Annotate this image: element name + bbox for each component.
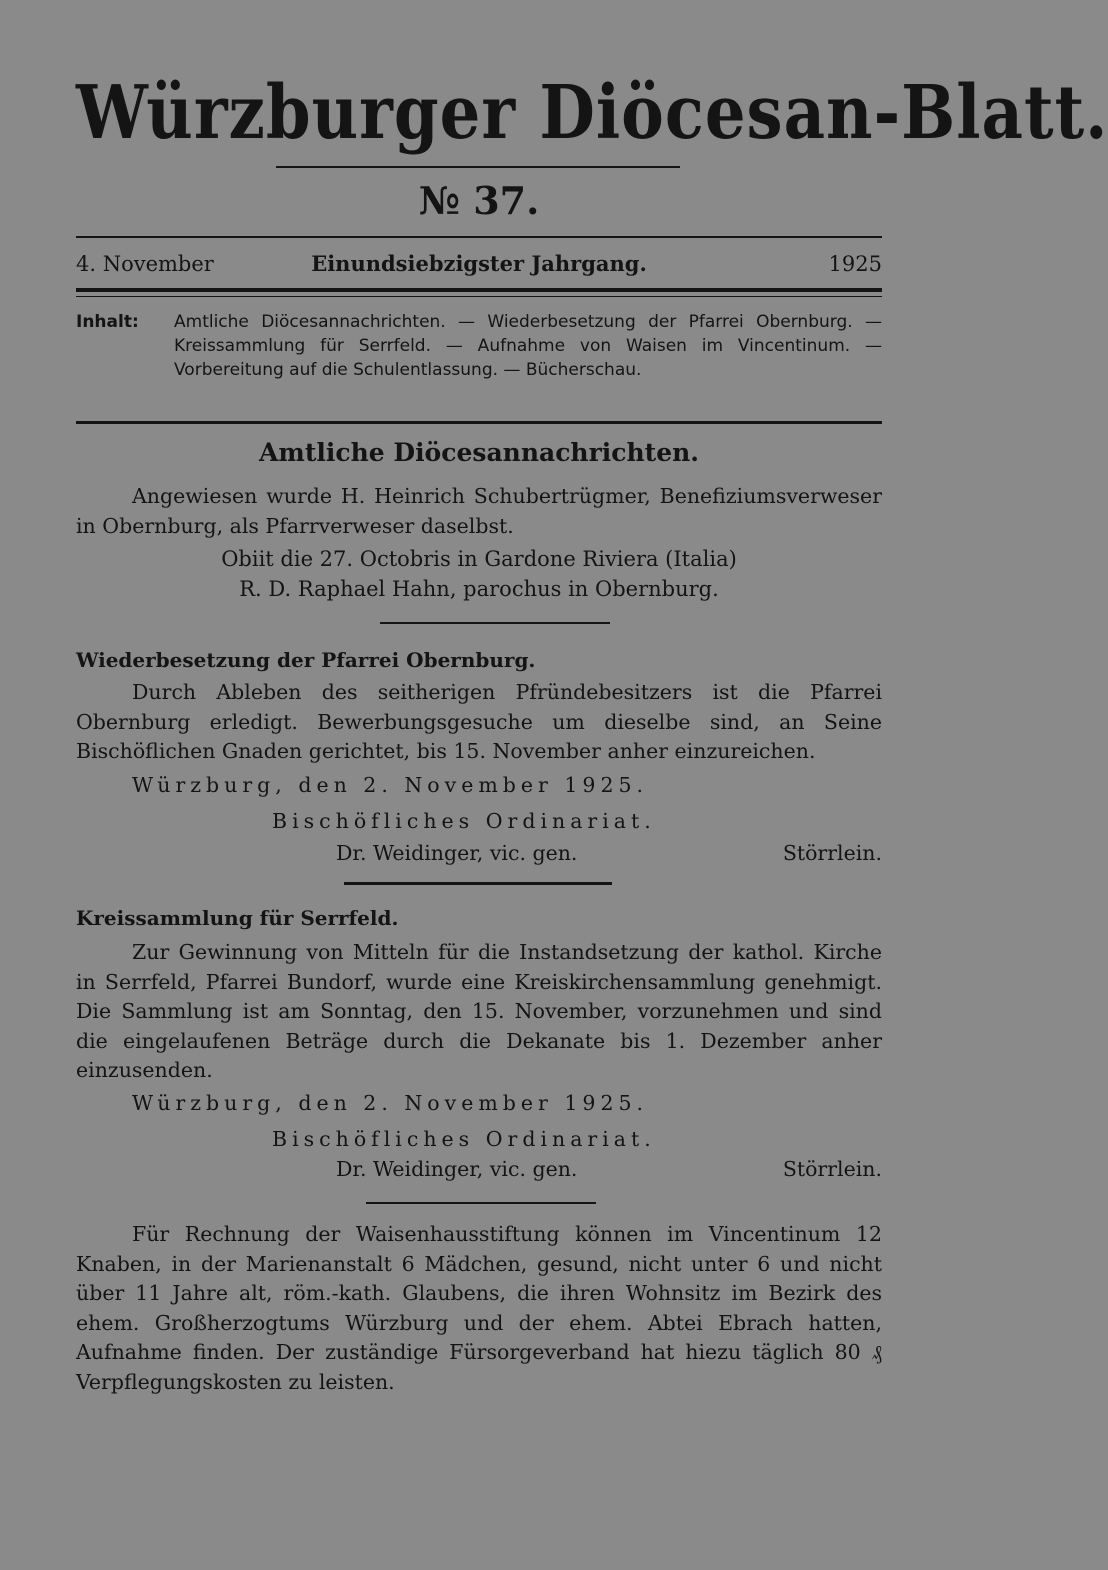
document-page bbox=[76, 0, 1108, 1570]
authority-2 bbox=[272, 1124, 656, 1154]
appointment-paragraph: Angewiesen wurde H. Heinrich Schubertrügmer, Benefiziumsverweser in Obernburg, als Pfarrverweser daselbst. bbox=[76, 484, 882, 538]
signer-secretary-1: Störrlein. bbox=[782, 841, 882, 865]
place-date-1-text: Würzburg, den 2. November 1925. bbox=[132, 773, 649, 797]
section-title-collection: Kreissammlung für Serrfeld. bbox=[76, 906, 399, 930]
section-divider-1 bbox=[380, 622, 610, 624]
issue-number: № 37. bbox=[418, 178, 540, 223]
masthead-title: Würzburger Diöcesan-Blatt. bbox=[76, 70, 1108, 157]
masthead-rule bbox=[276, 166, 680, 168]
parish-vacancy-paragraph: Durch Ableben des seitherigen Pfründebesitzers ist die Pfarrei Obernburg erledigt. Bewerbungsgesuche um dieselbe sind, an Seine Bischöflichen Gnaden gerichtet, bis 15. November anher einzureichen. bbox=[76, 680, 882, 763]
contents-rule bbox=[76, 421, 882, 424]
place-date-2-text: Würzburg, den 2. November 1925. bbox=[132, 1091, 649, 1115]
table-of-contents bbox=[76, 310, 882, 382]
place-date-1 bbox=[132, 770, 648, 800]
section-divider-2 bbox=[344, 882, 612, 885]
volume-label: Einundsiebzigster Jahrgang. bbox=[311, 251, 647, 276]
section-title-parish-vacancy: Wiederbesetzung der Pfarrei Obernburg. bbox=[76, 648, 536, 672]
obituary-line-2: R. D. Raphael Hahn, parochus in Obernburg. bbox=[239, 577, 719, 601]
section-divider-3 bbox=[366, 1202, 596, 1204]
contents-text: Amtliche Diöcesannachrichten. — Wiederbesetzung der Pfarrei Obernburg. — Kreissammlung für Serrfeld. — Aufnahme von Waisen im Vincentinum. — Vorbereitung auf die Schulentlassung. — Bücherschau. bbox=[174, 312, 882, 380]
dateline bbox=[76, 249, 882, 279]
signer-vicar-2: Dr. Weidinger, vic. gen. bbox=[336, 1157, 578, 1181]
issue-date: 4. November bbox=[76, 252, 214, 276]
dateline-rule-thin bbox=[76, 296, 882, 297]
authority-2-text: Bischöfliches Ordinariat. bbox=[272, 1127, 656, 1151]
signer-vicar-1: Dr. Weidinger, vic. gen. bbox=[336, 841, 578, 865]
place-date-2 bbox=[132, 1088, 648, 1118]
orphan-admission-paragraph: Für Rechnung der Waisenhausstiftung können im Vincentinum 12 Knaben, in der Marienanstalt 6 Mädchen, gesund, nicht unter 6 und nicht über 11 Jahre alt, röm.-kath. Glaubens, die ihren Wohnsitz im Bezirk des ehem. Großherzogtums Würzburg und der ehem. Abtei Ebrach hatten, Aufnahme finden. Der zuständige Fürsorgeverband hat hiezu täglich 80 ₰ Verpflegungskosten zu leisten. bbox=[76, 1222, 882, 1394]
dateline-rule-thick bbox=[76, 288, 882, 292]
section-title-official-news: Amtliche Diöcesannachrichten. bbox=[258, 438, 699, 467]
obituary-line-1: Obiit die 27. Octobris in Gardone Riviera (Italia) bbox=[221, 547, 737, 571]
issue-rule bbox=[76, 236, 882, 238]
authority-1-text: Bischöfliches Ordinariat. bbox=[272, 809, 656, 833]
collection-paragraph: Zur Gewinnung von Mitteln für die Instandsetzung der kathol. Kirche in Serrfeld, Pfarrei Bundorf, wurde eine Kreiskirchensammlung genehmigt. Die Sammlung ist am Sonntag, den 15. November, vorzunehmen und sind die eingelaufenen Beträge durch die Dekanate bis 1. Dezember anher einzusenden. bbox=[76, 940, 882, 1082]
contents-label: Inhalt: bbox=[76, 312, 139, 332]
signer-secretary-2: Störrlein. bbox=[782, 1157, 882, 1181]
authority-1 bbox=[272, 806, 656, 836]
issue-year: 1925 bbox=[828, 252, 882, 276]
